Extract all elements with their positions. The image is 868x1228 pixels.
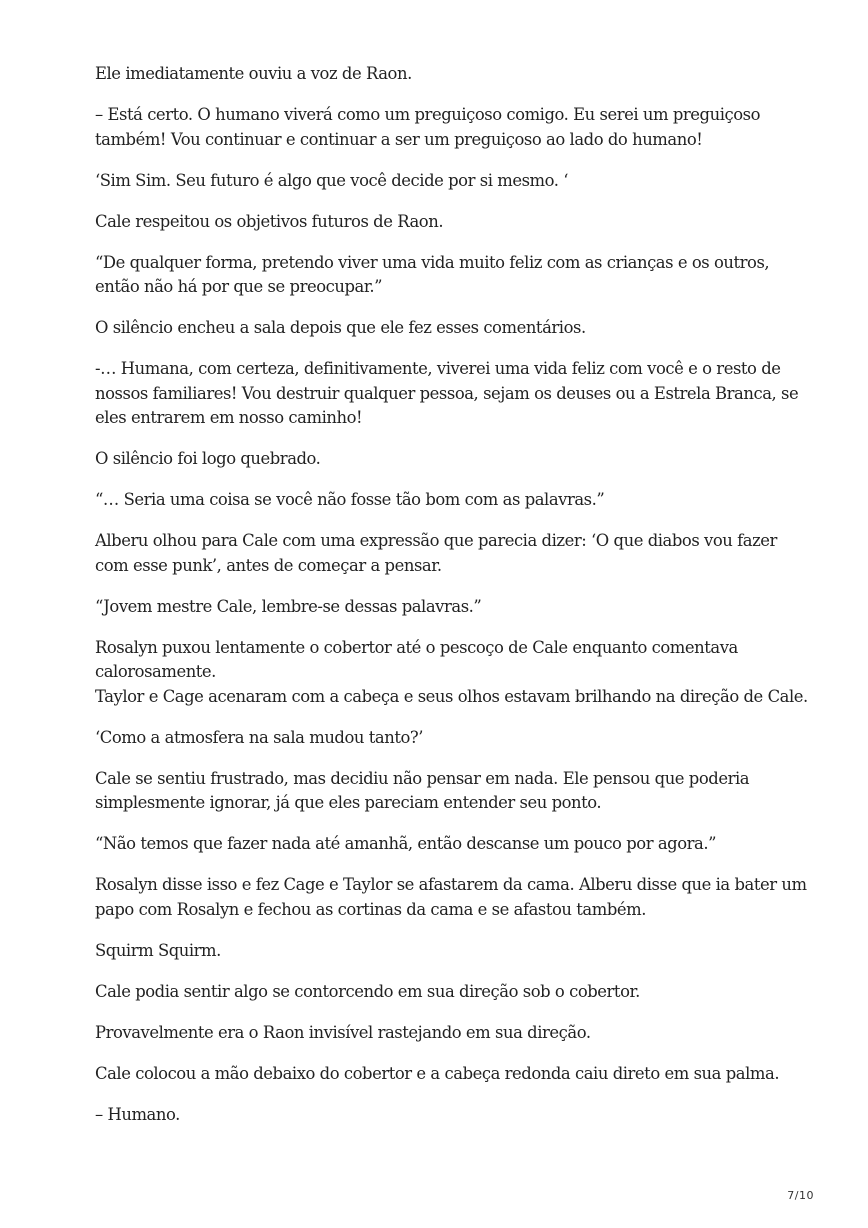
paragraph [95, 1103, 795, 1128]
page-number: 7/10 [787, 1189, 814, 1202]
text-line: “Não temos que fazer nada até amanhã, então descanse um pouco por agora.” [95, 834, 717, 853]
text-line: Ele imediatamente ouviu a voz de Raon. [95, 64, 412, 83]
paragraph [95, 488, 795, 513]
text-line: O silêncio encheu a sala depois que ele fez esses comentários. [95, 318, 586, 337]
text-line: Cale se sentiu frustrado, mas decidiu não pensar em nada. Ele pensou que poderia [95, 768, 750, 788]
text-line: eles entrarem em nosso caminho! [95, 408, 363, 427]
paragraph [95, 832, 795, 857]
text-line: Provavelmente era o Raon invisível rastejando em sua direção. [95, 1022, 591, 1042]
paragraph [95, 726, 795, 751]
paragraph [95, 980, 795, 1005]
text-line: – Humano. [95, 1104, 180, 1124]
text-line: Squirm Squirm. [95, 940, 221, 960]
text-line: papo com Rosalyn e fechou as cortinas da cama e se afastou também. [95, 899, 646, 919]
text-line: Cale respeitou os objetivos futuros de Raon. [95, 211, 444, 231]
text-line: O silêncio foi logo quebrado. [95, 449, 321, 468]
text-line: então não há por que se preocupar.” [95, 277, 383, 296]
paragraph [95, 62, 795, 87]
paragraph [95, 251, 795, 300]
text-line: “… Seria uma coisa se você não fosse tão bom com as palavras.” [95, 490, 605, 509]
page-content [95, 62, 808, 1144]
text-line: Cale podia sentir algo se contorcendo em sua direção sob o cobertor. [95, 981, 640, 1001]
text-line: “De qualquer forma, pretendo viver uma vida muito feliz com as crianças e os outros, [95, 252, 770, 272]
text-line: “Jovem mestre Cale, lembre-se dessas palavras.” [95, 596, 482, 616]
text-line: Taylor e Cage acenaram com a cabeça e seus olhos estavam brilhando na direção de Cale. [95, 686, 808, 706]
text-line: com esse punk’, antes de começar a pensar. [95, 555, 442, 575]
text-line: também! Vou continuar e continuar a ser um preguiçoso ao lado do humano! [95, 129, 703, 149]
text-line: – Está certo. O humano viverá como um preguiçoso comigo. Eu serei um preguiçoso [95, 105, 761, 124]
text-line: -… Humana, com certeza, definitivamente, viverei uma vida feliz com você e o resto de [95, 359, 781, 378]
text-line: simplesmente ignorar, já que eles pareciam entender seu ponto. [95, 793, 602, 812]
paragraph [95, 357, 799, 431]
text-line: Cale colocou a mão debaixo do cobertor e a cabeça redonda caiu direto em sua palma. [95, 1063, 780, 1083]
paragraph [95, 767, 795, 816]
paragraph [95, 169, 795, 194]
paragraph [95, 873, 807, 922]
text-line: nossos familiares! Vou destruir qualquer pessoa, sejam os deuses ou a Estrela Branca, se [95, 383, 799, 403]
paragraph [95, 447, 795, 472]
text-line: Rosalyn puxou lentamente o cobertor até o pescoço de Cale enquanto comentava [95, 637, 738, 657]
paragraph [95, 1021, 795, 1046]
paragraph [95, 636, 808, 710]
text-line: ‘Sim Sim. Seu futuro é algo que você decide por si mesmo. ‘ [95, 170, 569, 190]
paragraph [95, 103, 795, 152]
text-line: ‘Como a atmosfera na sala mudou tanto?’ [95, 727, 423, 747]
paragraph [95, 595, 795, 620]
paragraph [95, 529, 795, 578]
paragraph [95, 210, 795, 235]
paragraph [95, 316, 795, 341]
paragraph [95, 939, 795, 964]
text-line: Alberu olhou para Cale com uma expressão que parecia dizer: ‘O que diabos vou fazer [95, 531, 777, 550]
text-line: Rosalyn disse isso e fez Cage e Taylor se afastarem da cama. Alberu disse que ia bater um [95, 875, 807, 894]
text-line: calorosamente. [95, 662, 216, 681]
paragraph [95, 1062, 795, 1087]
